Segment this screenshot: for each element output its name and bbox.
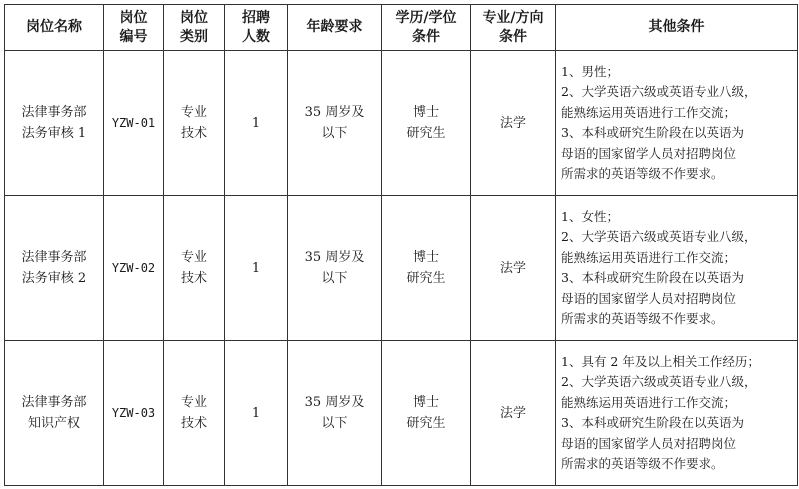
condition-line: 母语的国家留学人员对招聘岗位 [561,435,737,451]
table-row [5,196,798,341]
cell-headcount: 1 [225,51,288,196]
condition-line: 所需求的英语等级不作要求。 [561,311,724,326]
education-line: 博士 [412,105,439,120]
position-name-line: 法律事务部 [21,250,87,265]
age-line: 35 周岁及 [304,395,365,410]
position-type-line: 技术 [180,416,207,431]
cell-position-code: YZW-03 [104,341,164,486]
age-line: 35 周岁及 [304,250,365,265]
cell-headcount: 1 [225,196,288,341]
header-position-type-line: 岗位 [180,9,208,26]
condition-line: 能熟练运用英语进行工作交流； [561,394,737,410]
table-row [5,341,798,486]
cell-position-name [5,196,104,341]
position-name-line: 知识产权 [27,416,80,431]
cell-other-conditions [556,196,798,341]
header-position-type [164,5,225,51]
condition-line: 能熟练运用英语进行工作交流； [561,104,737,120]
header-position-code [104,5,164,51]
condition-line: 母语的国家留学人员对招聘岗位 [561,145,737,161]
header-position-name: 岗位名称 [5,5,104,51]
cell-other-conditions [556,341,798,486]
cell-education [382,51,471,196]
position-type-line: 技术 [180,271,207,286]
cell-education [382,341,471,486]
header-other-conditions: 其他条件 [556,5,798,51]
cell-position-type [164,341,225,486]
table-row [5,51,798,196]
cell-age [288,196,382,341]
header-headcount-line: 人数 [242,28,270,45]
header-headcount [225,5,288,51]
cell-position-code: YZW-01 [104,51,164,196]
position-name-line: 法务审核 1 [21,126,87,141]
position-type-line: 专业 [180,250,207,265]
condition-line: 所需求的英语等级不作要求。 [561,456,724,471]
education-line: 研究生 [406,271,446,286]
age-line: 以下 [321,271,348,286]
header-row [5,5,798,51]
condition-line: 2、大学英语六级或英语专业八级， [561,374,757,389]
position-type-line: 专业 [180,105,207,120]
cell-age [288,341,382,486]
education-line: 研究生 [406,416,446,431]
age-line: 35 周岁及 [304,105,365,120]
header-major [471,5,556,51]
header-major-line: 专业/方向 [482,9,544,26]
cell-position-name [5,341,104,486]
condition-line: 2、大学英语六级或英语专业八级， [561,84,757,99]
cell-major: 法学 [471,196,556,341]
position-name-line: 法律事务部 [21,105,87,120]
condition-line: 3、本科或研究生阶段在以英语为 [561,270,744,285]
condition-line: 所需求的英语等级不作要求。 [561,166,724,181]
cell-position-type [164,196,225,341]
header-age-requirement: 年龄要求 [288,5,382,51]
education-line: 博士 [412,395,439,410]
position-name-line: 法律事务部 [21,395,87,410]
age-line: 以下 [321,126,348,141]
condition-line: 1、女性； [561,208,619,224]
cell-major: 法学 [471,51,556,196]
recruitment-table [4,4,798,486]
header-position-type-line: 类别 [180,28,208,45]
position-type-line: 技术 [180,126,207,141]
position-type-line: 专业 [180,395,207,410]
position-name-line: 法务审核 2 [21,271,87,286]
cell-age [288,51,382,196]
condition-line: 能熟练运用英语进行工作交流； [561,249,737,265]
condition-line: 3、本科或研究生阶段在以英语为 [561,415,744,430]
cell-position-name [5,51,104,196]
cell-headcount: 1 [225,341,288,486]
education-line: 研究生 [406,126,446,141]
header-position-code-line: 岗位 [119,9,148,26]
header-education [382,5,471,51]
education-line: 博士 [412,250,439,265]
cell-major: 法学 [471,341,556,486]
condition-line: 3、本科或研究生阶段在以英语为 [561,125,744,140]
header-headcount-line: 招聘 [242,9,270,26]
cell-position-type [164,51,225,196]
condition-line: 1、具有 2 年及以上相关工作经历； [561,353,760,369]
header-education-line: 学历/学位 [395,9,457,26]
cell-position-code: YZW-02 [104,196,164,341]
condition-line: 母语的国家留学人员对招聘岗位 [561,290,737,306]
header-major-line: 条件 [499,28,527,45]
cell-other-conditions [556,51,798,196]
cell-education [382,196,471,341]
header-education-line: 条件 [412,28,440,45]
condition-line: 2、大学英语六级或英语专业八级， [561,229,757,244]
header-position-code-line: 编号 [119,28,148,45]
age-line: 以下 [321,416,348,431]
condition-line: 1、男性； [561,63,619,79]
